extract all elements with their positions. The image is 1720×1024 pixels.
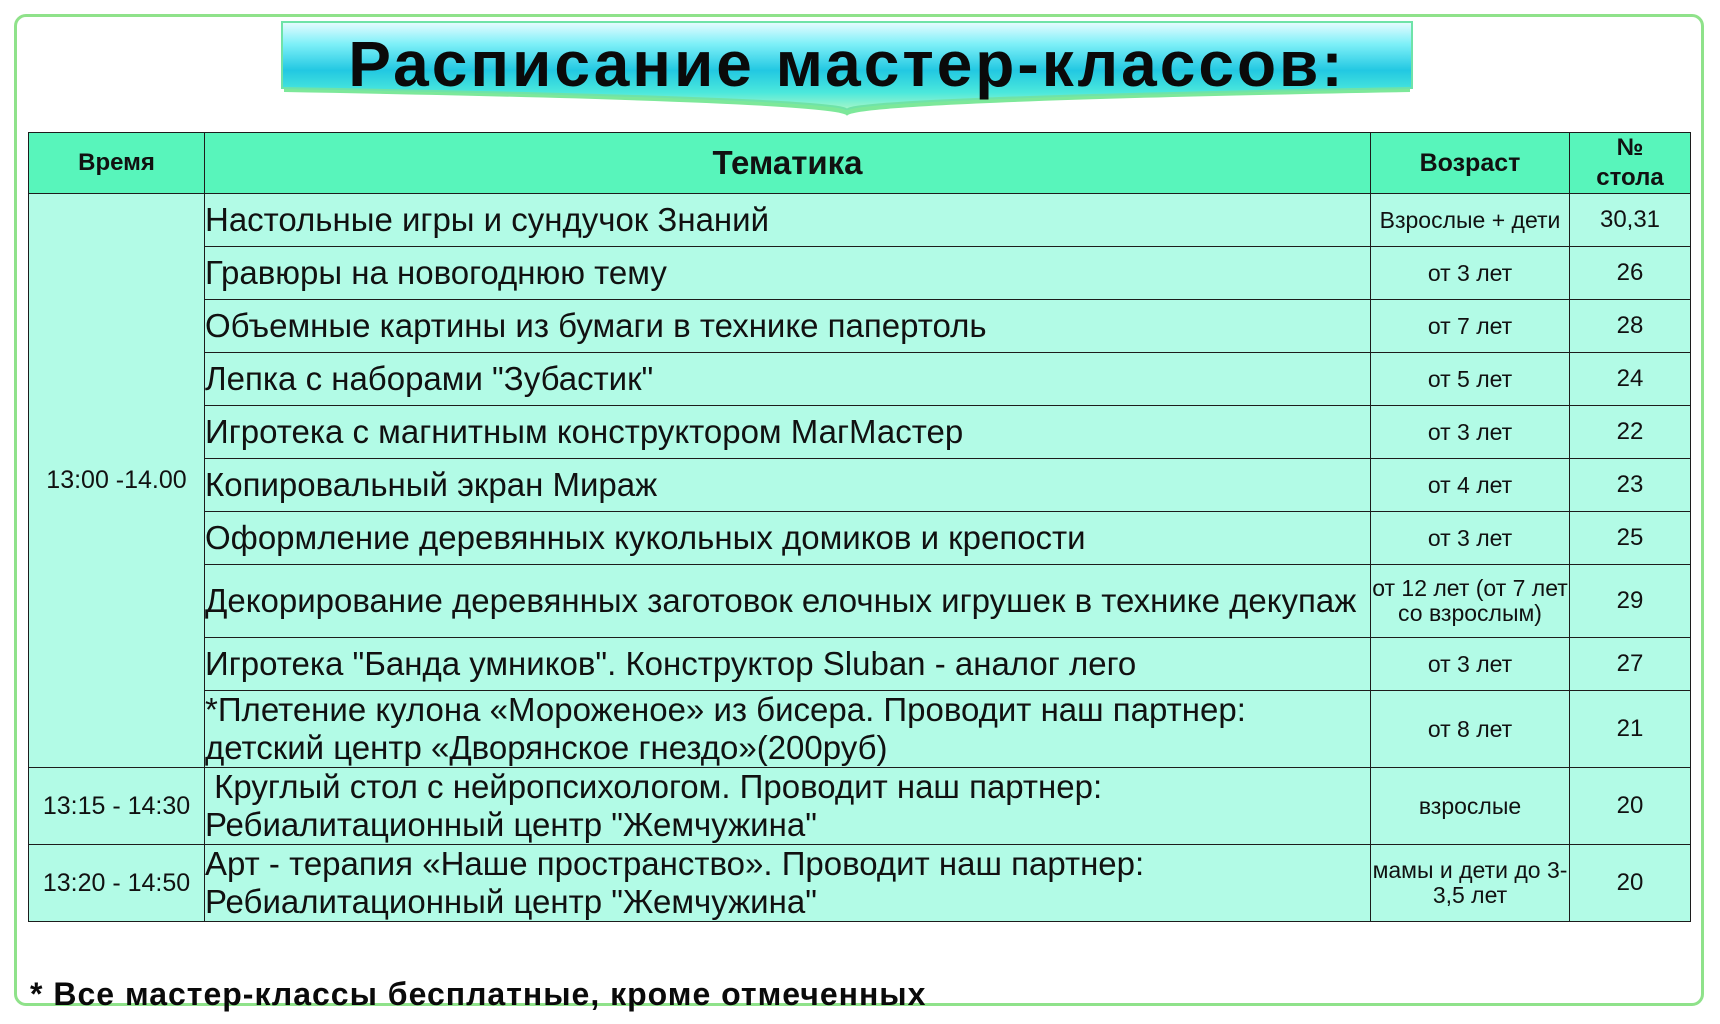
- age-cell: Взрослые + дети: [1371, 194, 1570, 247]
- table-number-cell: 28: [1570, 300, 1691, 353]
- table-row: [29, 406, 1691, 459]
- table-number-cell: 26: [1570, 247, 1691, 300]
- table-number-cell: 27: [1570, 638, 1691, 691]
- age-cell: от 3 лет: [1371, 247, 1570, 300]
- table-row: [29, 459, 1691, 512]
- footnote: * Все мастер-классы бесплатные, кроме отмеченных: [30, 976, 927, 1012]
- header-row: [29, 133, 1691, 194]
- topic-cell: Игротека "Банда умников". Конструктор Sluban - аналог лего: [205, 638, 1371, 691]
- age-cell: от 5 лет: [1371, 353, 1570, 406]
- table-row: [29, 300, 1691, 353]
- title-banner: [278, 20, 1416, 118]
- topic-cell: Копировальный экран Мираж: [205, 459, 1371, 512]
- table-number-cell: 30,31: [1570, 194, 1691, 247]
- topic-cell: Круглый стол с нейропсихологом. Проводит наш партнер: Ребиалитационный центр "Жемчужина": [205, 768, 1371, 845]
- time-slot: 13:15 - 14:30: [29, 768, 205, 845]
- topic-cell: Декорирование деревянных заготовок елочных игрушек в технике декупаж: [205, 565, 1371, 638]
- topic-cell: Гравюры на новогоднюю тему: [205, 247, 1371, 300]
- topic-cell: *Плетение кулона «Мороженое» из бисера. Проводит наш партнер: детский центр «Дворянское гнездо»(200руб): [205, 691, 1371, 768]
- table-number-cell: 25: [1570, 512, 1691, 565]
- topic-cell: Игротека с магнитным конструктором МагМастер: [205, 406, 1371, 459]
- time-slot: 13:20 - 14:50: [29, 845, 205, 922]
- topic-cell: Объемные картины из бумаги в технике папертоль: [205, 300, 1371, 353]
- header-topic: Тематика: [205, 133, 1371, 194]
- header-age: Возраст: [1371, 133, 1570, 194]
- table-row: [29, 512, 1691, 565]
- topic-cell: Арт - терапия «Наше пространство». Проводит наш партнер: Ребиалитационный центр "Жемчужина": [205, 845, 1371, 922]
- age-cell: мамы и дети до 3-3,5 лет: [1371, 845, 1570, 922]
- table-row: [29, 565, 1691, 638]
- table-row: [29, 247, 1691, 300]
- table-number-cell: 21: [1570, 691, 1691, 768]
- table-row: [29, 845, 1691, 922]
- header-table-number-label: № стола: [1596, 134, 1664, 191]
- age-cell: от 4 лет: [1371, 459, 1570, 512]
- age-cell: взрослые: [1371, 768, 1570, 845]
- table-number-cell: 24: [1570, 353, 1691, 406]
- table-row: [29, 353, 1691, 406]
- topic-cell: Оформление деревянных кукольных домиков и крепости: [205, 512, 1371, 565]
- table-number-cell: 20: [1570, 768, 1691, 845]
- topic-cell: Настольные игры и сундучок Знаний: [205, 194, 1371, 247]
- table-number-cell: 29: [1570, 565, 1691, 638]
- table-number-cell: 20: [1570, 845, 1691, 922]
- time-slot: 13:00 -14.00: [29, 194, 205, 768]
- table-row: [29, 638, 1691, 691]
- age-cell: от 3 лет: [1371, 406, 1570, 459]
- age-cell: от 8 лет: [1371, 691, 1570, 768]
- age-cell: от 12 лет (от 7 лет со взрослым): [1371, 565, 1570, 638]
- schedule-table: [28, 132, 1691, 922]
- header-time: Время: [29, 133, 205, 194]
- table-number-cell: 22: [1570, 406, 1691, 459]
- table-row: [29, 194, 1691, 247]
- schedule-body: [29, 194, 1691, 922]
- topic-cell: Лепка с наборами "Зубастик": [205, 353, 1371, 406]
- age-cell: от 7 лет: [1371, 300, 1570, 353]
- table-row: [29, 691, 1691, 768]
- age-cell: от 3 лет: [1371, 512, 1570, 565]
- page-title: Расписание мастер-классов:: [348, 28, 1346, 100]
- table-number-cell: 23: [1570, 459, 1691, 512]
- age-cell: от 3 лет: [1371, 638, 1570, 691]
- header-table-number: [1570, 133, 1691, 194]
- table-row: [29, 768, 1691, 845]
